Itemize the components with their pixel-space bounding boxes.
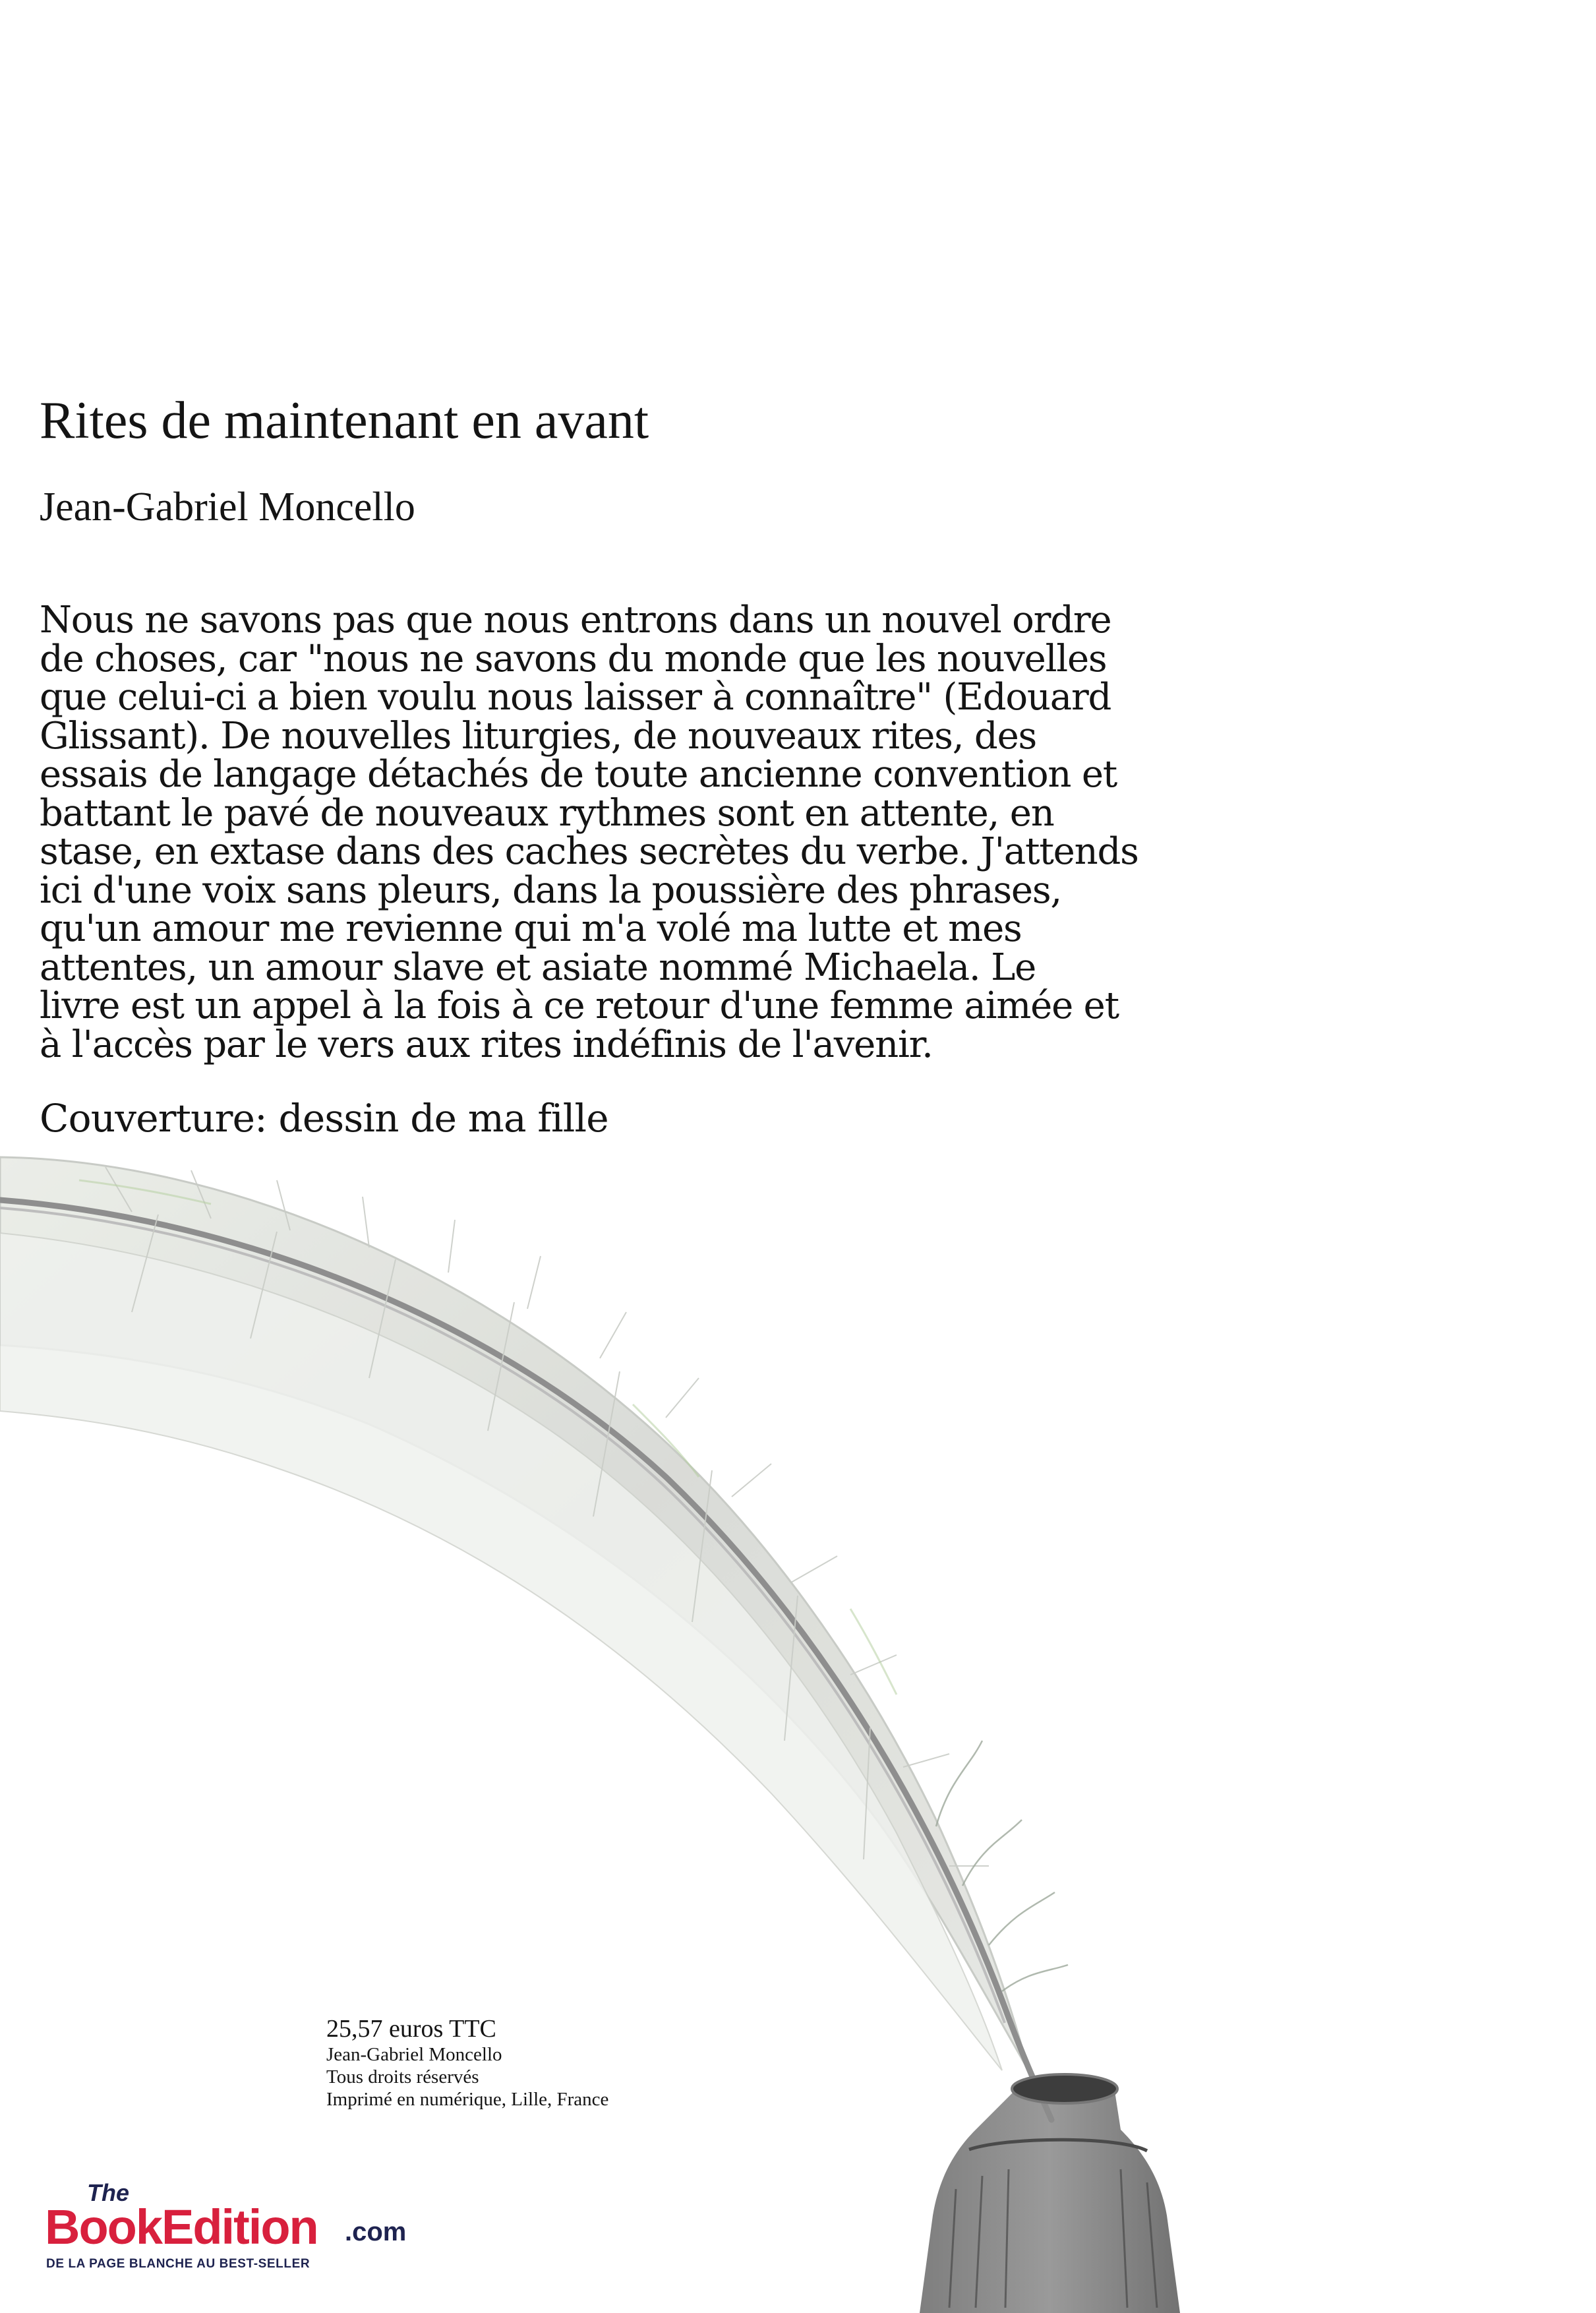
book-author: Jean-Gabriel Moncello — [40, 485, 415, 529]
book-title: Rites de maintenant en avant — [40, 392, 649, 450]
blurb-line: Nous ne savons pas que nous entrons dans un nouvel ordre — [40, 599, 1111, 642]
price-label: 25,57 euros TTC — [326, 2015, 496, 2043]
publisher-logo — [45, 2179, 434, 2271]
logo-tagline: DE LA PAGE BLANCHE AU BEST-SELLER — [46, 2257, 310, 2271]
blurb-line: essais de langage détachés de toute ancienne convention et — [40, 753, 1117, 796]
blurb-line: Glissant). De nouvelles liturgies, de nouveaux rites, des — [40, 714, 1037, 758]
cover-credit: Couverture: dessin de ma fille — [40, 1096, 608, 1141]
rights-notice: Tous droits réservés — [326, 2066, 479, 2088]
print-notice: Imprimé en numérique, Lille, France — [326, 2089, 609, 2110]
legal-author: Jean-Gabriel Moncello — [326, 2044, 502, 2065]
blurb-line: de choses, car "nous ne savons du monde que les nouvelles — [40, 637, 1107, 680]
logo-the: The — [87, 2179, 130, 2206]
blurb-line: que celui-ci a bien voulu nous laisser à connaître" (Edouard — [40, 676, 1111, 719]
book-blurb — [40, 601, 1266, 1064]
blurb-line: stase, en extase dans des caches secrètes du verbe. J'attends — [40, 830, 1138, 873]
logo-brand: BookEdition — [45, 2200, 318, 2254]
legal-notice — [326, 2014, 608, 2111]
blurb-line: livre est un appel à la fois à ce retour d'une femme aimée et — [40, 984, 1119, 1027]
logo-domain: .com — [345, 2217, 407, 2246]
blurb-line: attentes, un amour slave et asiate nommé Michaela. Le — [40, 946, 1036, 989]
blurb-line: à l'accès par le vers aux rites indéfinis de l'avenir. — [40, 1023, 933, 1066]
blurb-line: battant le pavé de nouveaux rythmes sont en attente, en — [40, 791, 1054, 835]
blurb-line: qu'un amour me revienne qui m'a volé ma lutte et mes — [40, 907, 1022, 950]
blurb-line: ici d'une voix sans pleurs, dans la poussière des phrases, — [40, 868, 1061, 912]
